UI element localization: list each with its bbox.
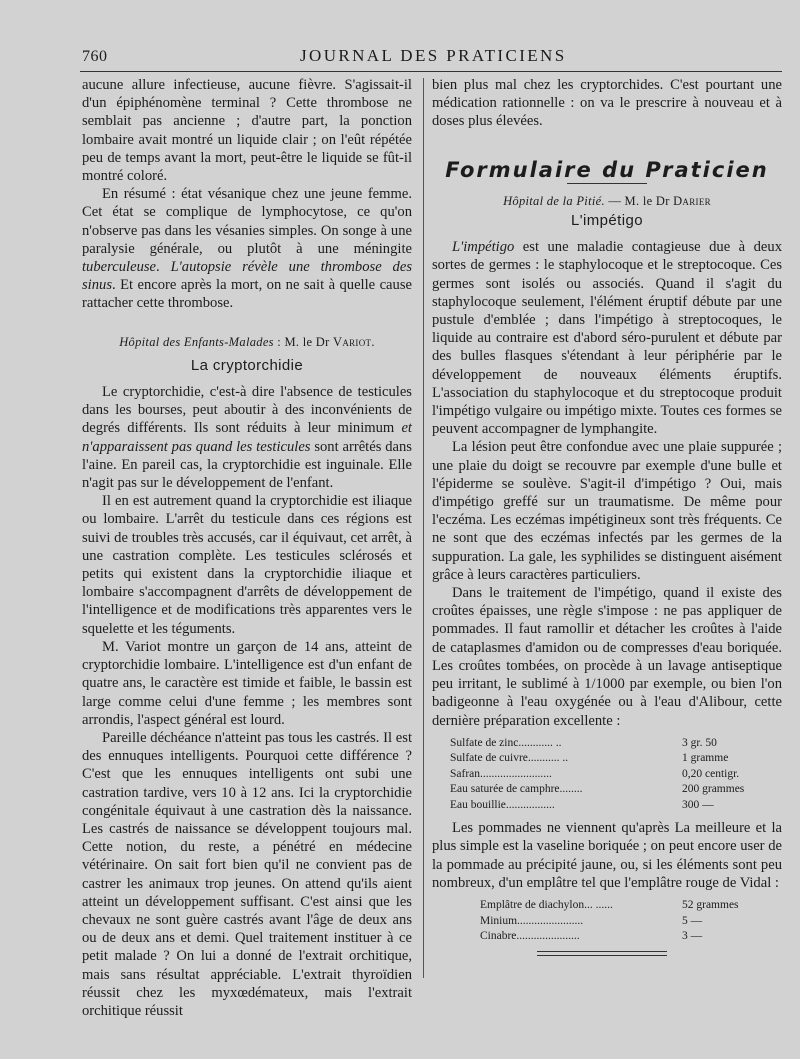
formulaire-title: Formulaire du Praticien <box>445 157 769 182</box>
recipe-row: Emplâtre de diachylon... ...... 52 grammes <box>480 899 739 912</box>
left-column <box>82 76 412 1020</box>
recipe-row: Sulfate de cuivre........... .. 1 gramme <box>450 752 729 765</box>
right-paragraph-3: La lésion peut être confondue avec une plaie suppurée ; une plaie du doigt se recouvre par exemple d'une bulle et l'épiderme se soulève. S'agit-il d'impétigo ? Oui, mais d'impétigo greffé sur un traumatisme. De même pour l'eczéma. Les eczémas impétigineux sont très fréquents. Ce ne sont que des eczémas infectés par les germes de la suppuration. La gale, les syphilides se distinguent aisément grâce à leurs caractères particuliers. <box>432 439 782 583</box>
recipe-row: Eau saturée de camphre........ 200 grammes <box>450 783 745 796</box>
left-paragraph-2: En résumé : état vésanique chez une jeune femme. Cet état se complique de lymphocytose, ce qu'on n'observe pas dans les vésanies simples. On songe à une paralysie générale, ou plutôt à une méningite tuberculeuse. L'autopsie révèle une thrombose des sinus. Et encore après la mort, on ne sait à quelle cause rattacher cette thrombose. <box>82 186 413 312</box>
right-paragraph-1: bien plus mal chez les cryptorchides. C'est pourtant une médication rationnelle : on va le prescrire à nouveau et à doses plus élevées. <box>432 77 782 130</box>
recipe-alibour <box>432 736 782 814</box>
left-paragraph-3: Le cryptorchidie, c'est-à dire l'absence de testicules dans les bourses, peut aboutir à des inconvénients de degrés différents. Ils sont réduits à leur minimum et n'apparaissent pas quand les testicules sont arrêtés dans l'aine. En pareil cas, la cryptorchidie est inguinale. Elle n'agit pas sur le développement de l'enfant. <box>82 384 412 492</box>
column-divider <box>423 78 424 978</box>
byline-pitie: Hôpital de la Pitié. — M. le Dr Darier <box>503 193 711 208</box>
title-rule <box>567 183 647 184</box>
recipe-row: Cinabre...................... 3 — <box>480 930 703 943</box>
recipe-row: Safran......................... 0,20 centigr. <box>450 767 740 780</box>
section-title-cryptorchidie: La cryptorchidie <box>190 356 304 374</box>
left-paragraph-5: M. Variot montre un garçon de 14 ans, atteint de cryptorchidie lombaire. L'intelligence est d'un enfant de quatre ans, le caractère est timide et faible, le bassin est large comme celui d'une femme ; les membres sont arrondis, l'aspect général est lourd. <box>82 638 412 728</box>
recipe-vidal <box>432 898 782 945</box>
left-paragraph-1: aucune allure infectieuse, aucune fièvre. S'agissait-il d'un épiphénomène terminal ? Cette thrombose ne semblait pas ancienne ; d'autre part, la ponction lombaire avait montré un liquide clair ; on l'eût répétée peu de temps avant la mort, peut-être le liquide se fût-il montré coloré. <box>82 77 412 185</box>
recipe-row: Eau bouillie................. 300 — <box>450 798 714 811</box>
journal-title: JOURNAL DES PRATICIENS <box>300 46 567 65</box>
byline-enfants-malades: Hôpital des Enfants-Malades : M. le Dr Variot. <box>119 334 375 349</box>
page-header <box>0 42 800 68</box>
right-paragraph-5: Les pommades ne viennent qu'après La meilleure et la plus simple est la vaseline boriquée ; on peut encore user de la pommade au précipité jaune, ou, si les éléments sont peu nombreux, d'un emplâtre tel que l'emplâtre rouge de Vidal : <box>432 820 782 891</box>
left-paragraph-4: Il en est autrement quand la cryptorchidie est iliaque ou lombaire. L'arrêt du testicule dans ces régions est suivi de troubles très accusés, car il équivaut, cet arrêt, à une castration complète. Les testicules sclérosés et petits qui existent dans la cryptorchidie iliaque et lombaire s'accompagnent d'arrêts de développement de l'intelligence et de modifications très apparentes vers le squelette et les téguments. <box>82 493 412 637</box>
right-paragraph-2: L'impétigo est une maladie contagieuse due à deux sortes de germes : le staphylocoque et le streptocoque. Ces germes sont isolés ou associés. Quand il s'agit du staphylocoque seulement, l'élément éruptif débute par une pustule d'emblée ; dans l'impétigo à streptocoques, le liquide au contraire est d'abord séro-purulent et débute par des bulles flasques s'étendant à leur périphérie par le développement de nouveaux éléments éruptifs. L'association du staphylocoque et du streptocoque produit l'impétigo vulgaire ou impétigo mixte. Toutes ces formes se peuvent accompagner de lymphangite. <box>432 239 782 438</box>
recipe-row: Sulfate de zinc............ .. 3 gr. 50 <box>450 736 717 749</box>
recipe-row: Minium....................... 5 — <box>480 914 703 927</box>
right-paragraph-4: Dans le traitement de l'impétigo, quand il existe des croûtes épaisses, une règle s'impose : ne pas appliquer de pommades. Il faut ramollir et détacher les croûtes à l'aide de cataplasmes d'amidon ou de compresses d'eau boriquée. Les croûtes tombées, on procède à un lavage antiseptique peu irritant, le sublimé à 1/1000 par exemple, ou bien l'on badigeonne à l'eau oxygénée ou à l'eau d'Alibour, cette dernière préparation excellente : <box>432 585 782 729</box>
page-number: 760 <box>82 48 108 65</box>
right-column <box>432 76 782 956</box>
end-double-rule <box>537 951 667 956</box>
section-title-impetigo: L'impétigo <box>571 212 643 230</box>
left-paragraph-6: Pareille déchéance n'atteint pas tous les castrés. Il est des ennuques intelligents. Pourquoi cette différence ? C'est que les ennuques intelligents ont subi une castration tardive, vers 10 à 12 ans. Ici la cryptorchidie congénitale équivaut à une castration dès la naissance. Les castrés de naissance se développent toujours mal. Cette notion, du reste, a pénétré en médecine vétérinaire. On sait fort bien qu'il ne convient pas de castrer les animaux trop jeunes. On attend qu'ils aient atteint un développement suffisant. C'est ainsi que les chevaux ne sont guère castrés avant l'âge de deux ans ou de deux ans et demi. Quel traitement instituer à ce petit malade ? On lui a donné de l'extrait orchitique, mais sans résultat appréciable. L'extrait thyroïdien réussit chez les myxœdémateux, mais l'extrait orchitique réussit <box>82 729 412 1019</box>
header-rule <box>80 71 782 72</box>
